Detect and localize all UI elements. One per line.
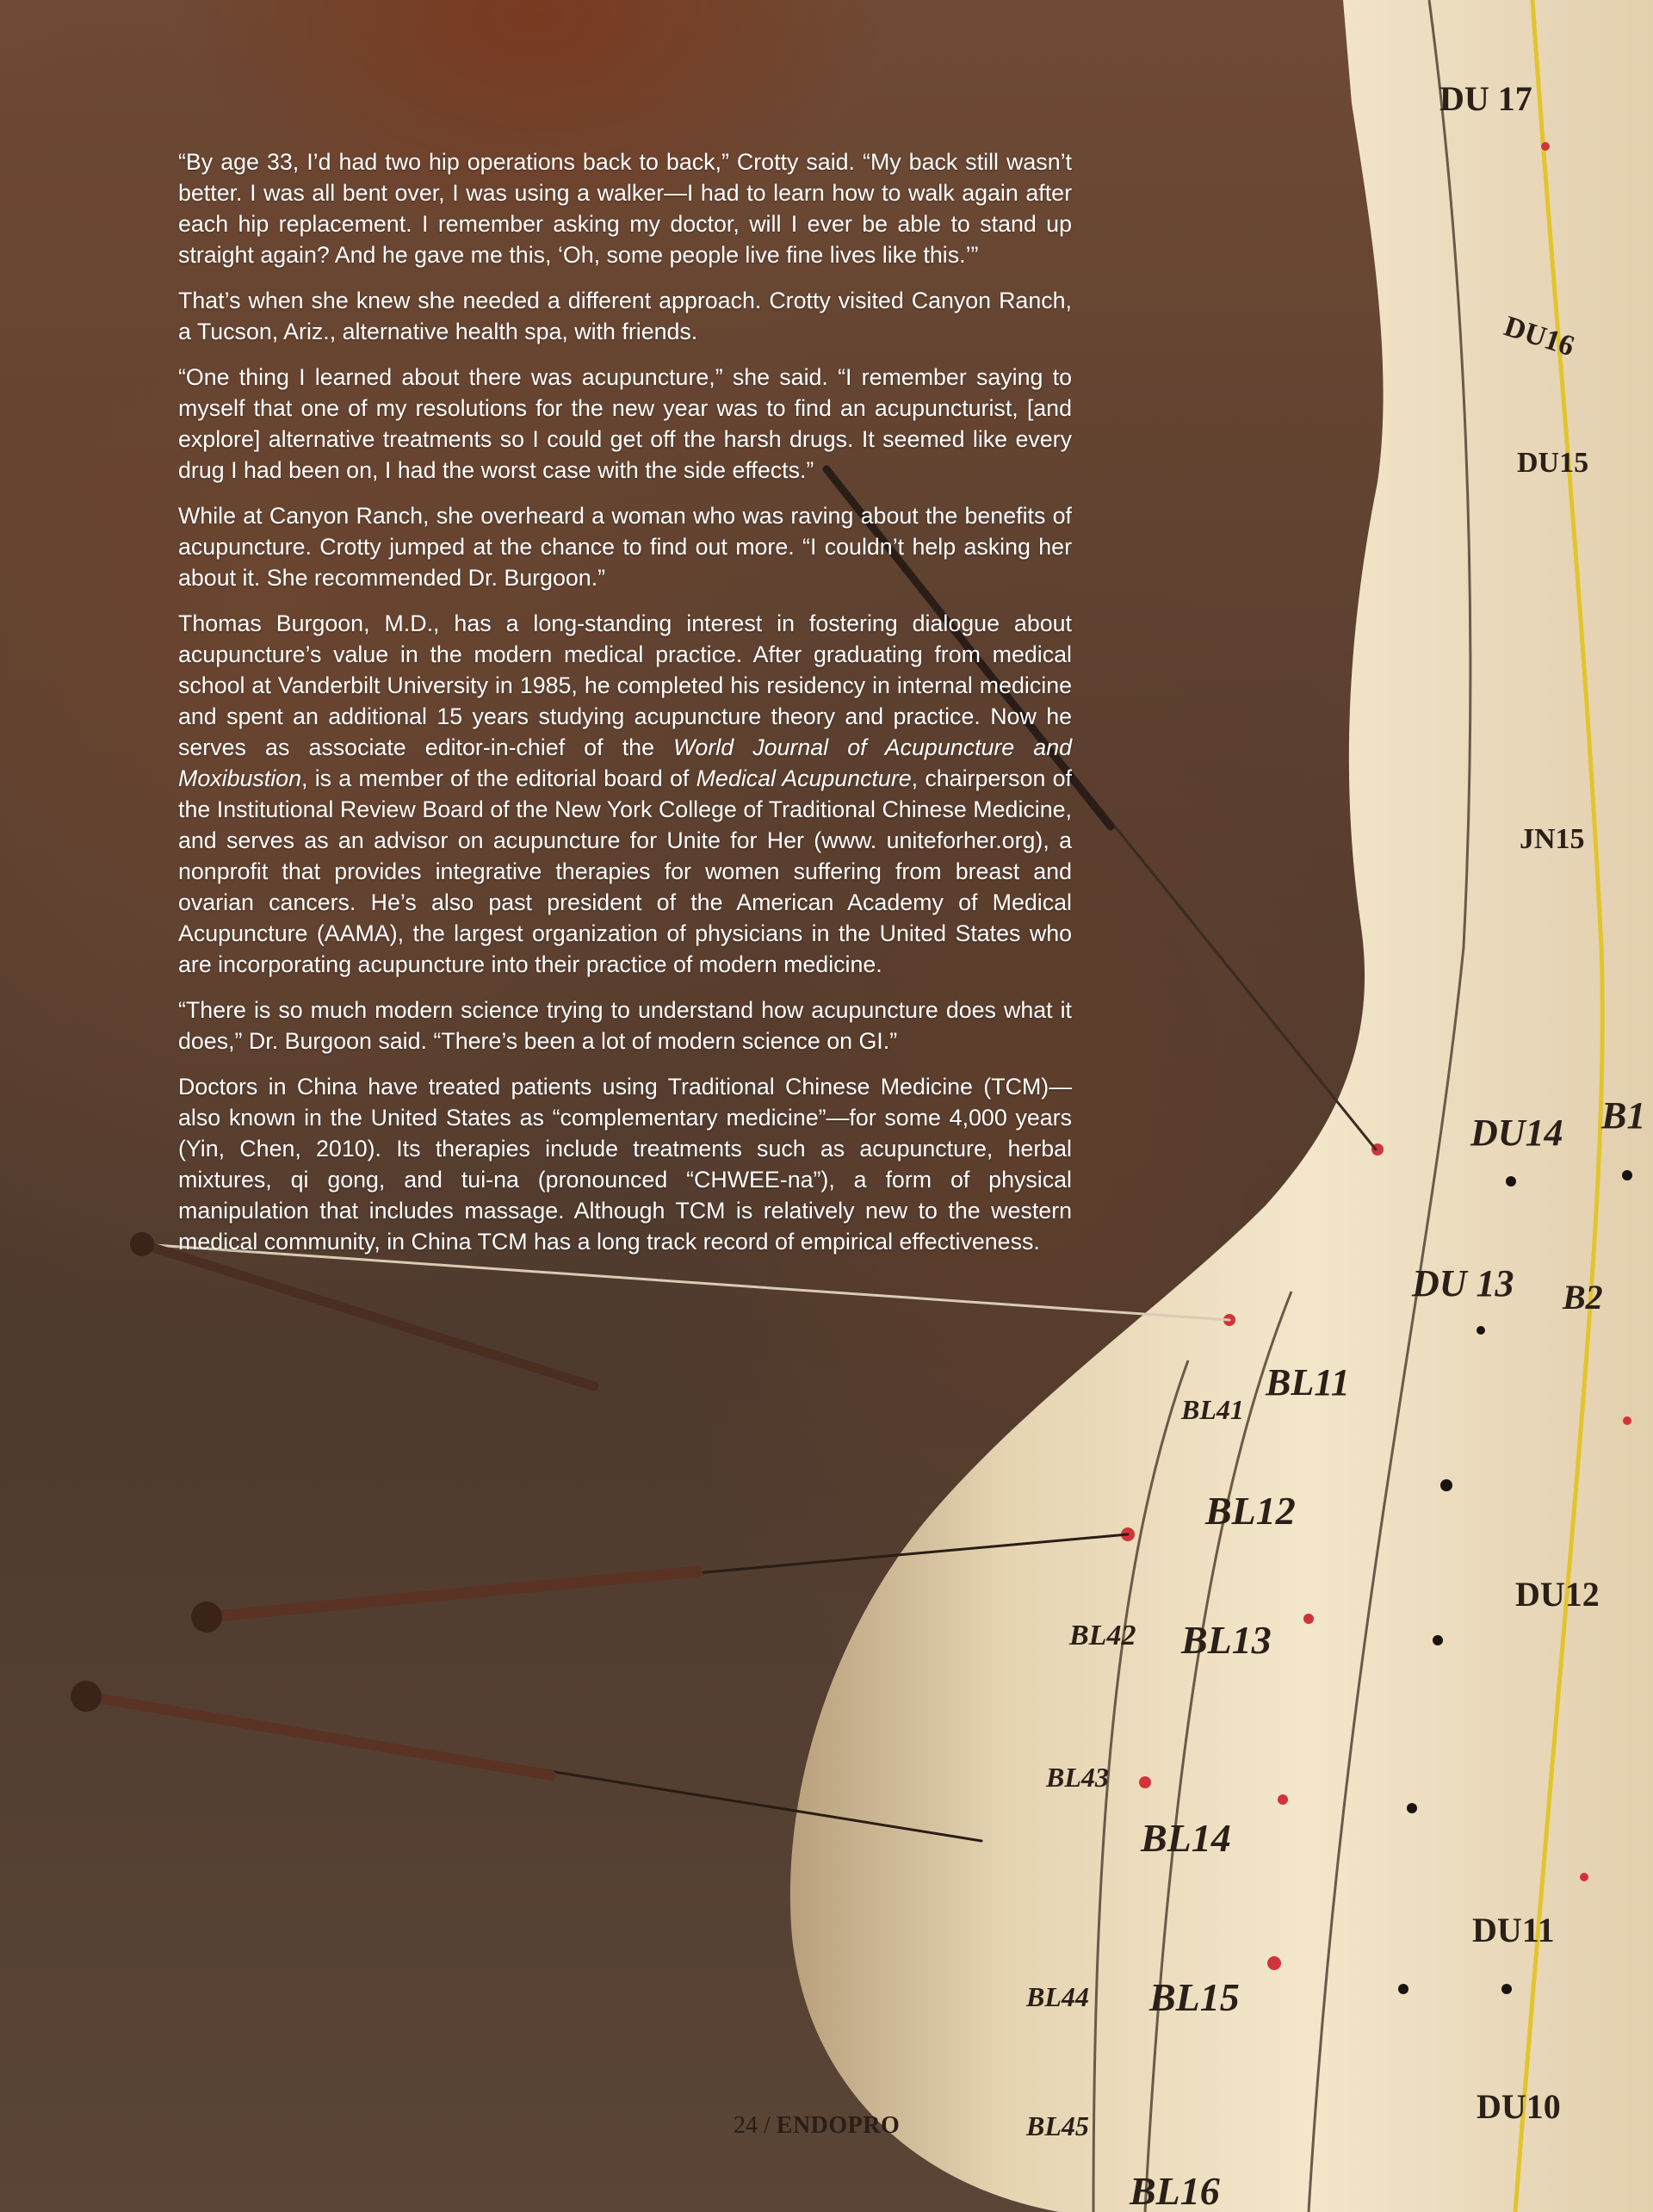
point-label: DU15: [1517, 447, 1589, 479]
point-label: B2: [1563, 1278, 1603, 1317]
paragraph: That’s when she knew she needed a different approach. Crotty visited Canyon Ranch, a Tucson, Ariz., alternative health spa, with friends.: [178, 288, 1072, 344]
point-label: DU12: [1515, 1575, 1600, 1614]
point-label: BL15: [1149, 1975, 1240, 2019]
point-label: BL13: [1181, 1618, 1272, 1662]
point-label: BL14: [1141, 1816, 1231, 1860]
point-label: DU11: [1472, 1911, 1555, 1949]
page-number: 24: [734, 2112, 758, 2139]
paragraph: “One thing I learned about there was acupuncture,” she said. “I remember saying to myself that one of my resolutions for the new year was to find an acupuncturist, [and explore] alternative treatments so I could get off the harsh drugs. It seemed like every drug I had been on, I had the worst case with the side effects.”: [178, 364, 1072, 483]
paragraph-text: , chairperson of the Institutional Review Board of the New York College of Traditional Chinese Medicine, and serves as an advisor on acupuncture for Unite for Her (www. uniteforher.org), a nonprofit that provides integrative therapies for women suffering from breast and ovarian cancers. He’s also past president of the American Academy of Medical Acupuncture (AAMA), the largest organization of physicians in the United States who are incorporating acupuncture into their practice of modern medicine.: [178, 765, 1072, 977]
point-label: BL16: [1130, 2169, 1220, 2212]
point-label: B1: [1601, 1094, 1646, 1137]
paragraph: Doctors in China have treated patients using Traditional Chinese Medicine (TCM)—also known in the United States as “complementary medicine”—for some 4,000 years (Yin, Chen, 2010). Its therapies include treatments such as acupuncture, herbal mixtures, qi gong, and tui-na (pronounced “CHWEE-na”), a form of physical manipulation that includes massage. Although TCM is relatively new to the western medical community, in China TCM has a long track record of empirical effectiveness.: [178, 1074, 1072, 1255]
point-label: DU14: [1470, 1112, 1563, 1154]
paragraph: While at Canyon Ranch, she overheard a woman who was raving about the benefits of acupuncture. Crotty jumped at the chance to find out more. “I couldn’t help asking her about it. She recommended Dr. Burgoon.”: [178, 503, 1072, 591]
point-label: BL45: [1026, 2110, 1089, 2141]
point-label: BL12: [1205, 1489, 1296, 1533]
footer-separator: /: [764, 2112, 771, 2139]
point-label: JN15: [1520, 823, 1585, 855]
point-label: BL43: [1046, 1762, 1109, 1793]
point-label: DU 17: [1439, 79, 1532, 118]
point-label: DU16: [1500, 310, 1579, 363]
article-body: [178, 146, 1072, 1272]
point-label: DU10: [1477, 2087, 1561, 2126]
paragraph: “There is so much modern science trying to understand how acupuncture does what it does,” Dr. Burgoon said. “There’s been a lot of modern science on GI.”: [178, 997, 1072, 1054]
point-label: DU 13: [1412, 1262, 1514, 1304]
paragraph-text: Thomas Burgoon, M.D., has a long-standing interest in fostering dialogue about acupuncture’s value in the modern medical practice. After graduating from medical school at Vanderbilt University in 1985, he completed his residency in internal medicine and spent an additional 15 years studying acupuncture theory and practice. Now he serves as associate editor-in-chief of the: [178, 610, 1072, 760]
paragraph-text: , is a member of the editorial board of: [301, 765, 696, 791]
page-footer: [734, 2112, 900, 2140]
point-label: BL41: [1181, 1394, 1244, 1425]
journal-title: Medical Acupuncture: [696, 765, 912, 791]
paragraph: [178, 608, 1072, 980]
paragraph: “By age 33, I’d had two hip operations back to back,” Crotty said. “My back still wasn’t better. I was all bent over, I was using a walker—I had to learn how to walk again after each hip replacement. I remember asking my doctor, will I ever be able to stand up straight again? And he gave me this, ‘Oh, some people live fine lives like this.’”: [178, 149, 1072, 268]
point-label: BL42: [1069, 1620, 1136, 1651]
publication-name: ENDOPRO: [776, 2112, 901, 2139]
point-label: BL44: [1026, 1981, 1089, 2012]
journal-title: World Journal of Acupuncture and Moxibustion: [178, 734, 1073, 791]
needle-heads: [71, 1232, 222, 1712]
point-label: BL11: [1266, 1361, 1350, 1403]
